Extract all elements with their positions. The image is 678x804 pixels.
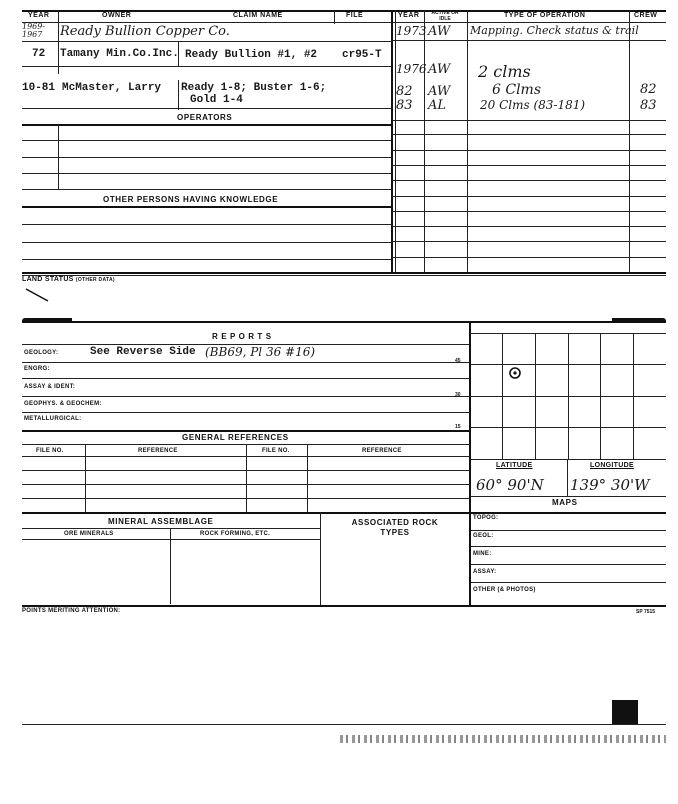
other-persons-title: OTHER PERSONS HAVING KNOWLEDGE <box>103 195 279 204</box>
metallurgical-label: METALLURGICAL: <box>24 416 82 422</box>
maps-assay: ASSAY: <box>473 569 497 575</box>
owner-row-3-claim2: Gold 1-4 <box>190 94 243 106</box>
header-file: FILE <box>346 12 364 19</box>
associated-rock-types-label: ASSOCIATED ROCK TYPES <box>351 518 439 537</box>
longitude-value: 139° 30'W <box>570 476 650 494</box>
geology-label: GEOLOGY: <box>24 350 59 356</box>
geophys-label: GEOPHYS. & GEOCHEM: <box>24 401 102 407</box>
op-1-status: AW <box>428 24 451 39</box>
mineral-title: MINERAL ASSEMBLAGE <box>108 517 214 526</box>
header-crew: CREW <box>634 12 658 19</box>
op-4-crew: 83 <box>640 98 657 113</box>
latitude-value: 60° 90'N <box>476 476 544 494</box>
header-type-of-operation: TYPE OF OPERATION <box>504 12 586 19</box>
general-references-title: GENERAL REFERENCES <box>182 433 289 442</box>
owner-row-2-file: cr95-T <box>342 49 382 61</box>
owner-row-2-claim: Ready Bullion #1, #2 <box>185 49 318 61</box>
header-year2: YEAR <box>398 12 420 19</box>
op-4-status: AL <box>428 98 447 113</box>
geology-note: (BB69, Pl 36 #16) <box>205 345 316 359</box>
maps-title: MAPS <box>552 498 578 507</box>
op-4-type: 20 Clms (83-181) <box>480 98 586 112</box>
rock-forming-label: ROCK FORMING, ETC. <box>200 531 271 537</box>
form-number: SP 7515 <box>636 609 656 615</box>
points-label: POINTS MERITING ATTENTION: <box>22 608 121 614</box>
scan-artifact-block <box>612 700 638 724</box>
owner-row-1-owner: Ready Bullion Copper Co. <box>60 24 230 39</box>
ref-col-file1: FILE NO. <box>36 448 64 454</box>
maps-mine: MINE: <box>473 551 492 557</box>
op-4-year: 83 <box>396 98 413 113</box>
ref-col-file2: FILE NO. <box>262 448 290 454</box>
owner-row-2-owner: Tamany Min.Co.Inc. <box>60 48 179 60</box>
assay-label: ASSAY & IDENT: <box>24 384 76 390</box>
op-3-crew: 82 <box>640 82 657 97</box>
location-marker-icon <box>507 365 523 381</box>
reports-num-30: 30 <box>455 392 461 398</box>
op-3-year: 82 <box>396 84 413 99</box>
op-3-status: AW <box>428 84 451 99</box>
header-owner: OWNER <box>102 12 132 19</box>
maps-other: OTHER (& PHOTOS) <box>473 587 536 593</box>
owner-row-3-claim: Ready 1-8; Buster 1-6; <box>181 82 327 94</box>
operators-title: OPERATORS <box>177 113 233 122</box>
reports-num-45: 45 <box>455 358 461 364</box>
op-2-type: 2 clms <box>478 62 531 81</box>
owner-row-1-year: 1969-1967 <box>22 22 46 39</box>
owner-row-3-year: 10-81 <box>22 82 56 94</box>
reports-title: R E P O R T S <box>212 332 272 341</box>
maps-geol: GEOL: <box>473 533 494 539</box>
longitude-label: LONGITUDE <box>590 462 634 469</box>
owner-row-3-owner: McMaster, Larry <box>62 82 162 94</box>
header-active-idle: ACTIVE OR IDLE <box>431 10 459 22</box>
land-status-sub: (OTHER DATA) <box>75 277 115 283</box>
land-status-mark <box>24 286 54 306</box>
reports-num-15: 15 <box>455 424 461 430</box>
land-status-label: LAND STATUS <box>22 276 74 283</box>
op-3-type: 6 Clms <box>492 82 542 98</box>
geology-value: See Reverse Side <box>90 346 196 358</box>
scan-noise-band <box>340 735 666 743</box>
engrg-label: ENGRG: <box>24 366 50 372</box>
ore-minerals-label: ORE MINERALS <box>64 531 114 537</box>
header-year: YEAR <box>28 12 50 19</box>
latitude-label: LATITUDE <box>496 462 533 469</box>
ref-col-ref2: REFERENCE <box>362 448 402 454</box>
ref-col-ref1: REFERENCE <box>138 448 178 454</box>
op-2-status: AW <box>428 62 451 77</box>
maps-topog: TOPOG: <box>473 515 499 521</box>
op-2-year: 1976 <box>396 62 427 76</box>
header-claim-name: CLAIM NAME <box>233 12 283 19</box>
op-1-type: Mapping. Check status & trail <box>470 24 639 37</box>
owner-row-2-year: 72 <box>32 48 46 60</box>
op-1-year: 1973 <box>396 24 427 38</box>
